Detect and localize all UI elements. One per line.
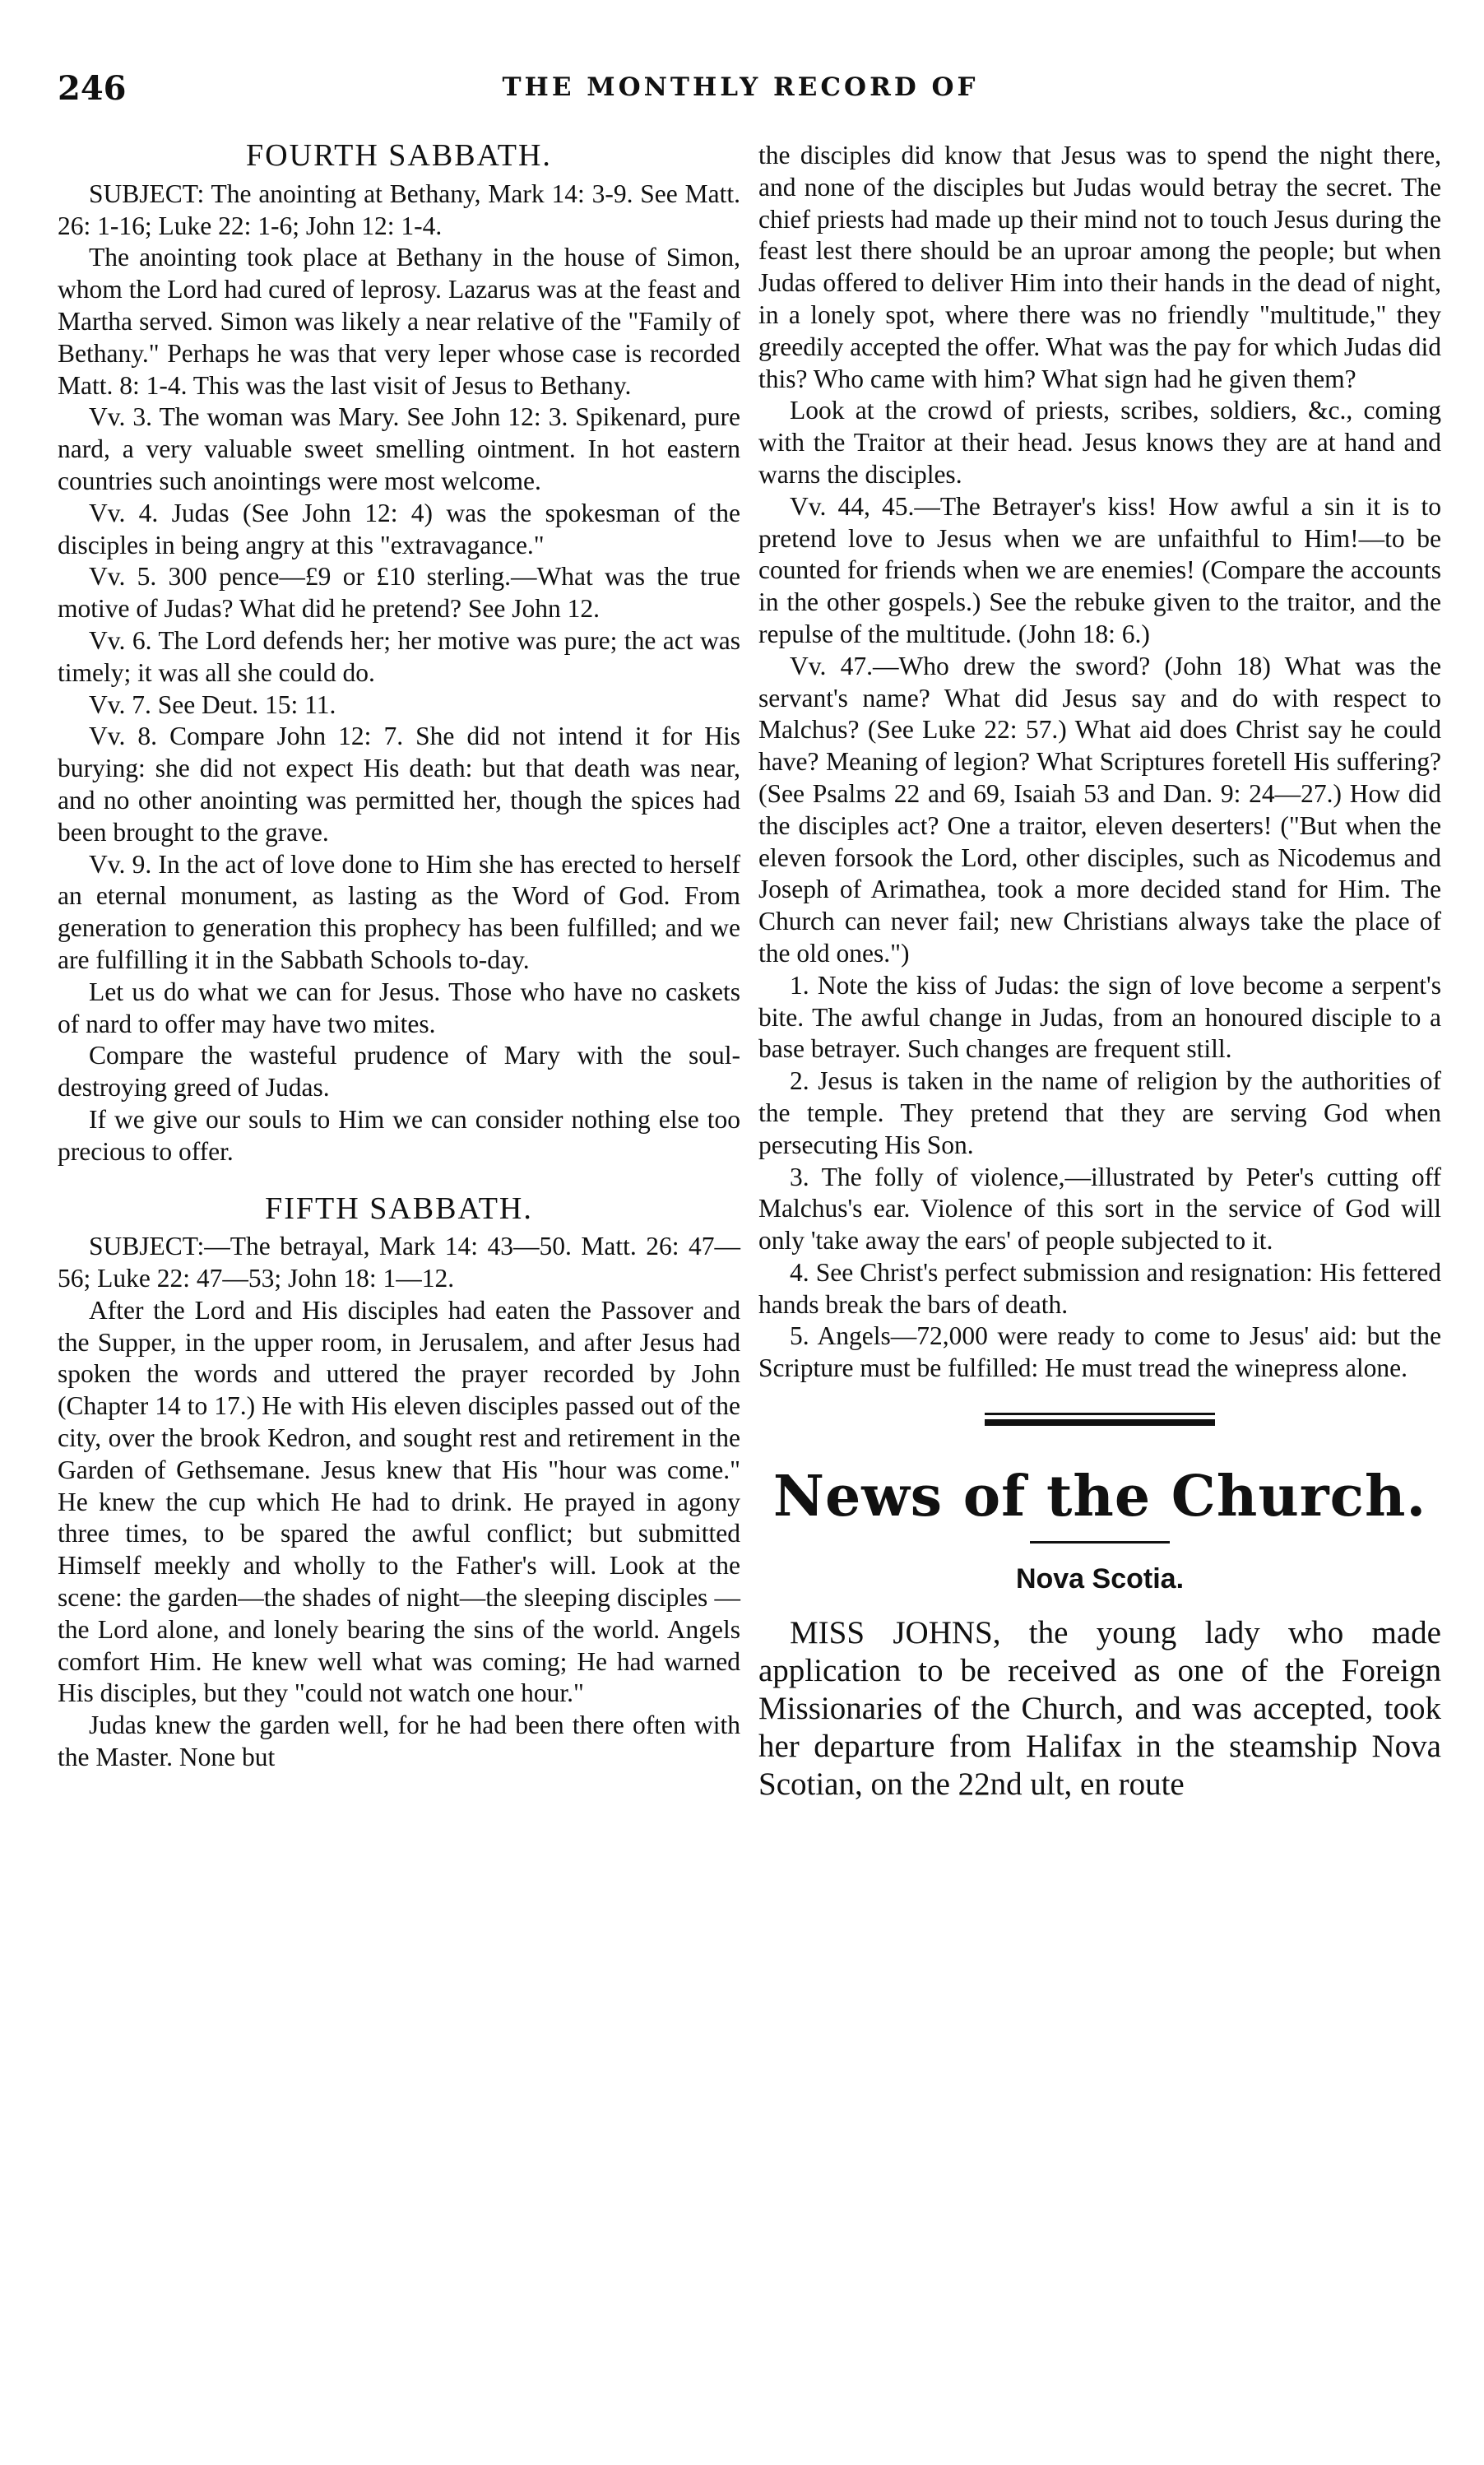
paragraph: Compare the wasteful prudence of Mary with the soul-destroying greed of Judas. <box>58 1041 740 1103</box>
section-divider <box>985 1413 1215 1426</box>
right-column <box>758 140 1441 1803</box>
paragraph: Judas knew the garden well, for he had been there often with the Master. None but <box>58 1711 740 1772</box>
page-number: 246 <box>58 69 127 108</box>
paragraph: Let us do what we can for Jesus. Those who have no caskets of nard to offer may have two mites. <box>58 977 740 1038</box>
paragraph: If we give our souls to Him we can consider nothing else too precious to offer. <box>58 1104 740 1166</box>
paragraph: 1. Note the kiss of Judas: the sign of love become a serpent's bite. The awful change in Judas, from an honoured disciple to a base betrayer. Such changes are frequent still. <box>758 970 1441 1064</box>
paragraph: Vv. 4. Judas (See John 12: 4) was the spokesman of the disciples in being angry at this "extravagance." <box>58 498 740 559</box>
paragraph: Vv. 6. The Lord defends her; her motive was pure; the act was timely; it was all she could do. <box>58 625 740 687</box>
divider-rule-thick <box>985 1419 1215 1426</box>
divider-rule-thin <box>985 1413 1215 1415</box>
news-paragraph: MISS JOHNS, the young lady who made application to be received as one of the Foreign Missionaries of the Church, and was accepted, took her departure from Halifax in the steamship Nova Scotian, on the 22nd ult, en route <box>758 1615 1441 1803</box>
paragraph: the disciples did know that Jesus was to spend the night there, and none of the disciples but Judas would betray the secret. The chief priests had made up their mind not to touch Jesus during the feast lest there should be an uproar among the people; but when Judas offered to deliver Him into their hands in the dead of night, in a lonely spot, where there was no friendly "multitude," they greedily accepted the offer. What was the pay for which Judas did this? Who came with him? What sign had he given them? <box>758 141 1441 393</box>
short-rule <box>1030 1541 1170 1544</box>
paragraph: 2. Jesus is taken in the name of religion by the authorities of the temple. They pretend that they are serving God when persecuting His Son. <box>758 1066 1441 1159</box>
paragraph: Vv. 7. See Deut. 15: 11. <box>89 689 336 719</box>
paragraph: 5. Angels—72,000 were ready to come to Jesus' aid: but the Scripture must be fulfilled: He must tread the winepress alone. <box>758 1321 1441 1383</box>
news-heading: News of the Church. <box>772 1464 1427 1530</box>
paragraph: Vv. 9. In the act of love done to Him she has erected to herself an eternal monument, as lasting as the Word of God. From generation to generation this prophecy has been fulfilled; and we are fulfilling it in the Sabbath Schools to-day. <box>58 849 740 974</box>
heading-fourth-sabbath: FOURTH SABBATH. <box>246 138 552 173</box>
running-header <box>58 69 1423 118</box>
paragraph: Vv. 8. Compare John 12: 7. She did not intend it for His burying: she did not expect His death: but that death was near, and no other anointing was permitted her, though the spices had been brought to the grave. <box>58 722 740 847</box>
paragraph: Vv. 44, 45.—The Betrayer's kiss! How awful a sin it is to pretend love to Jesus when we are unfaithful to Him!—to be counted for friends when we are enemies! (Compare the accounts in the other gospels.) See the rebuke given to the traitor, and the repulse of the multitude. (John 18: 6.) <box>758 491 1441 648</box>
paragraph: After the Lord and His disciples had eaten the Passover and the Supper, in the upper room, in Jerusalem, and after Jesus had spoken the words and uttered the prayer recorded by John (Chapter 14 to 17.) He with His eleven disciples passed out of the city, over the brook Kedron, and sought rest and retirement in the Garden of Gethsemane. Jesus knew that His "hour was come." He knew the cup which He had to drink. He prayed in agony three times, to be spared the awful conflict; but submitted Himself meekly and wholly to the Father's will. Look at the scene: the garden—the shades of night—the sleeping disciples —the Lord alone, and lonely bearing the sins of the world. Angels comfort Him. He knew well what was coming; He had warned His disciples, but they "could not watch one hour." <box>58 1295 740 1708</box>
heading-fifth-sabbath: FIFTH SABBATH. <box>265 1191 533 1226</box>
journal-title: THE MONTHLY RECORD OF <box>502 72 979 102</box>
paragraph: Look at the crowd of priests, scribes, soldiers, &c., coming with the Traitor at their head. Jesus knows they are at hand and warns the disciples. <box>758 396 1441 489</box>
paragraph: 4. See Christ's perfect submission and resignation: His fettered hands break the bars of death. <box>758 1257 1441 1319</box>
paragraph: The anointing took place at Bethany in the house of Simon, whom the Lord had cured of leprosy. Lazarus was at the feast and Martha served. Simon was likely a near relative of the "Family of Bethany." Perhaps he was that very leper whose case is recorded Matt. 8: 1-4. This was the last visit of Jesus to Bethany. <box>58 243 740 400</box>
news-subheading: Nova Scotia. <box>1015 1563 1185 1595</box>
paragraph: Vv. 5. 300 pence—£9 or £10 sterling.—What was the true motive of Judas? What did he pretend? See John 12. <box>58 562 740 624</box>
paragraph: Vv. 3. The woman was Mary. See John 12: 3. Spikenard, pure nard, a very valuable sweet smelling ointment. In hot eastern countries such anointings were most welcome. <box>58 402 740 495</box>
paragraph: Vv. 47.—Who drew the sword? (John 18) What was the servant's name? What did Jesus say and do with respect to Malchus? (See Luke 22: 57.) What aid does Christ say he could have? Meaning of legion? What Scriptures foretell His suffering? (See Psalms 22 and 69, Isaiah 53 and Dan. 9: 24—27.) How did the disciples act? One a traitor, eleven deserters! ("But when the eleven forsook the Lord, other disciples, such as Nicodemus and Joseph of Arimathea, took a more decided stand for Him. The Church can never fail; new Christians always take the place of the old ones.") <box>758 651 1441 968</box>
left-column <box>58 140 740 1774</box>
fourth-sabbath-subject: SUBJECT: The anointing at Bethany, Mark 14: 3-9. See Matt. 26: 1-16; Luke 22: 1-6; John 12: 1-4. <box>58 179 740 240</box>
paragraph: 3. The folly of violence,—illustrated by Peter's cutting off Malchus's ear. Violence of this sort in the service of God will only 'take away the ears' of people subjected to it. <box>758 1162 1441 1256</box>
spacer <box>58 1168 740 1193</box>
fifth-sabbath-subject: SUBJECT:—The betrayal, Mark 14: 43—50. Matt. 26: 47—56; Luke 22: 47—53; John 18: 1—12. <box>58 1232 740 1293</box>
